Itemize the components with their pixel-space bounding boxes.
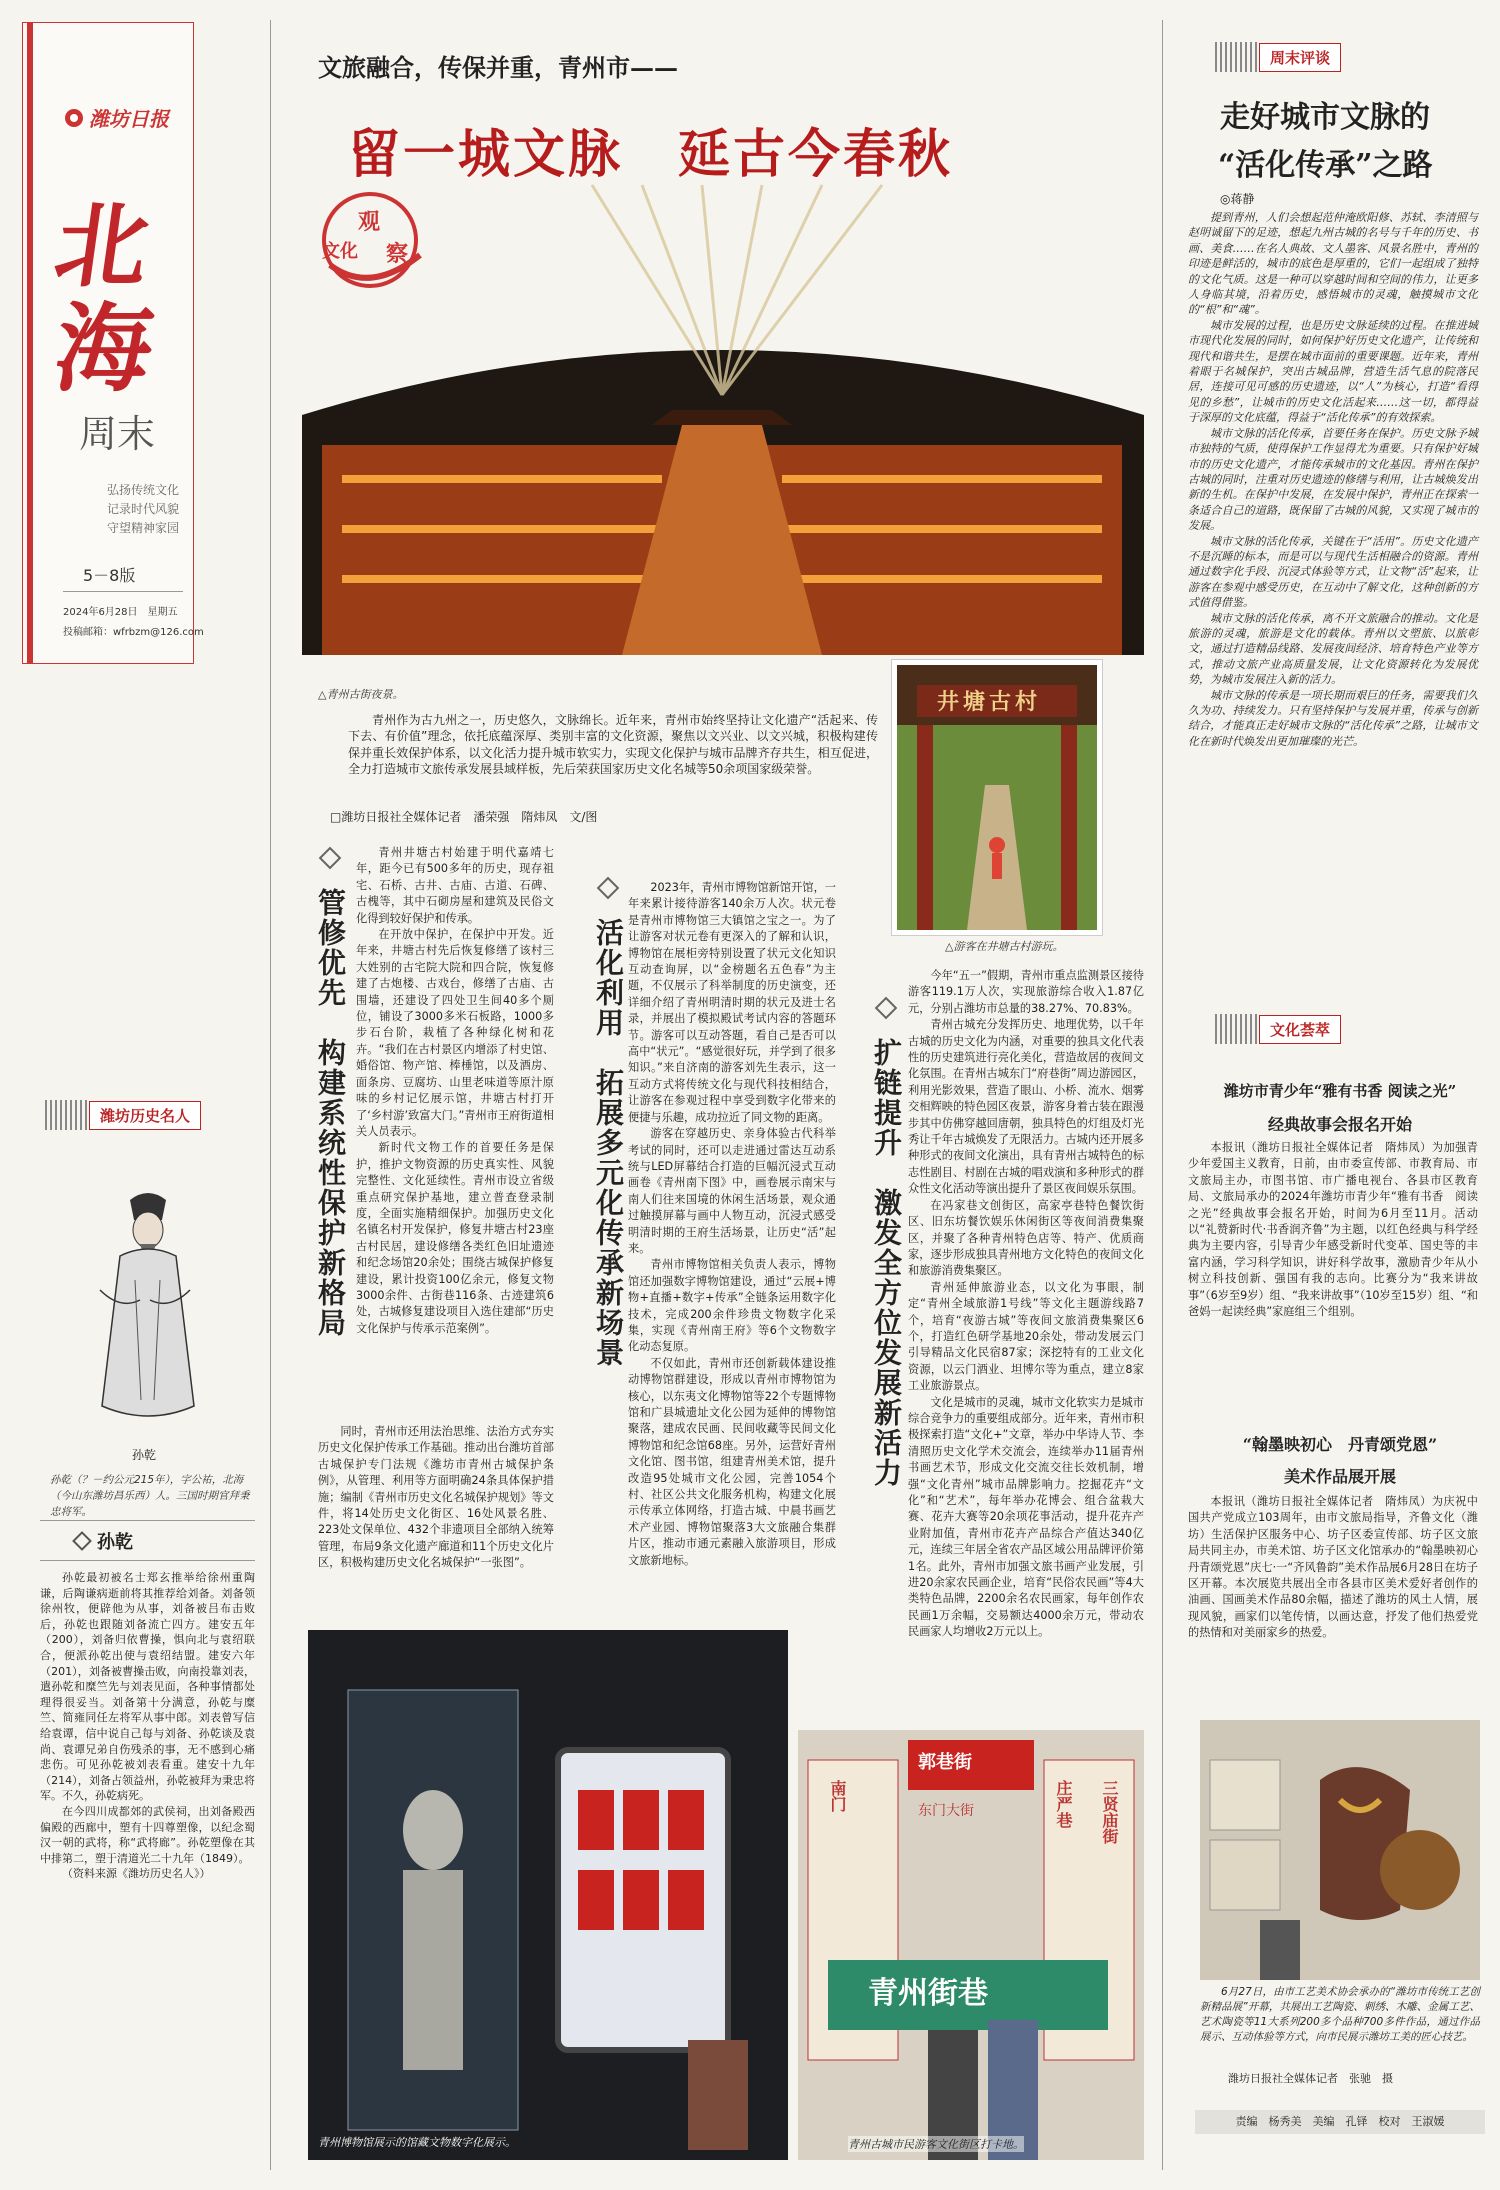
paragraph: 城市发展的过程，也是历史文脉延续的过程。在推进城市现代化发展的同时，如何保护好历史文化遗产，让传统和现代和谐共生，是摆在城市面前的重要课题。近年来，青州着眼于名城保护，突出古城品牌，营造生活气息的院落民居，连接可见可感的历史遗迹，以“人”为核心，打造“看得见的乡愁”，让城市的历史文化活起来……这一切，都得益于深厚的文化底蕴，得益于“活化传承”的有效探索。	[1188, 318, 1478, 425]
photo2-caption: △游客在井塘古村游玩。	[945, 940, 1064, 953]
commentary-text	[1188, 210, 1478, 1010]
lead-paragraph: 青州作为古九州之一，历史悠久，文脉绵长。近年来，青州市始终坚持让文化遗产“活起来、传下去、有价值”理念，依托底蕴深厚、类别丰富的文化资源，聚焦以文兴业、以文兴城，积极构建传保并重长效保护体系，以文化活力提升城市软实力，实现文化保护与城市品牌齐存共生，相互促进，全力打造城市文旅传承发展县域样板，先后荣获国家历史文化名城等50余项国家级荣誉。	[348, 713, 878, 777]
commentary-tag	[1215, 42, 1341, 72]
sign-2: 郭巷街	[918, 1752, 972, 1773]
diamond-icon	[319, 847, 342, 870]
section3-text	[908, 968, 1144, 1639]
portrait-caption: 孙乾	[132, 1448, 157, 1462]
newspaper-logo	[63, 103, 169, 132]
photo1-caption: △青州古街夜景。	[318, 688, 404, 701]
slogans	[93, 481, 193, 538]
submission-email: 投稿邮箱：wfrbzm@126.com	[63, 627, 204, 638]
commentary-title-2: “活化传承”之路	[1218, 148, 1433, 183]
sign-3: 庄严巷	[1054, 1780, 1073, 1828]
paragraph: 不仅如此，青州市还创新载体建设推动博物馆群建设，形成以青州市博物馆为核心，以东夷文化博物馆等22个专题博物馆和广县城遗址文化公园为延伸的博物馆聚落，建成农民画、民间收藏等民间文化博物馆和纪念馆68座。另外，运营好青州文化馆、图书馆，组建青州美术馆，提升改造95处城市文化公园，完善1054个村、社区公共文化服务机构，构建文化展示传承立体网络，打造古城、中晨书画艺术产业园、博物馆聚落3大文旅融合集群片区，推动市通元素融入旅游项目，形成文旅新地标。	[628, 1356, 836, 1567]
section3-heading	[866, 1000, 906, 1488]
paragraph: 城市文脉的传承是一项长期而艰巨的任务，需要我们久久为功、持续发力。只有坚持保护与发展并重，传承与创新结合，才能真正走好城市文脉的“活化传承”之路，让城市文化在新时代焕发出更加璀璨的光芒。	[1188, 688, 1478, 748]
qingzhou-street-photo	[798, 1700, 1144, 2160]
paragraph: 游客在穿越历史、亲身体验古代科举考试的同时，还可以走进通过雷达互动系统与LED屏幕结合打造的巨幅沉浸式互动画卷《青州南下图》中，画卷展示南宋与南人们往来国境的休闲生活场景，观众通过触摸屏幕与画中人物互动，沉浸式感受明清时期的王府生活场景，让历史“活”起来。	[628, 1127, 836, 1255]
paragraph: 文化是城市的灵魂，城市文化软实力是城市综合竞争力的重要组成部分。近年来，青州市积极探索打造“文化+”文章，举办中华诗人节、李清照历史文化学术交流会，连续举办11届青州书画艺术节，形成文化交流交往长效机制，增强“文化青州”城市品牌影响力。挖掘花卉“文化”和“艺术”，每年举办花博会、组合盆栽大赛、花卉大赛等20余项花事活动，提升花卉产业附加值，青州市花卉产品综合产值达340亿元，连续三年居全省农产品区域公用品牌评价第1名。此外，青州市加强文旅书画产业发展，引进20余家农民画企业，培育“民俗农民画”等4大类特色品牌，2200余名农民画家，每年创作农民画1万余幅，交易额达4000余万元，带动农民画家人均增收2万元以上。	[908, 1395, 1144, 1639]
newspaper-name: 潍坊日报	[89, 107, 169, 131]
news2-title-1: “翰墨映初心 丹青颂党恩”	[1242, 1435, 1438, 1454]
bio-note: 孙乾（？－约公元215年），字公祐，北海（今山东潍坊昌乐西）人。三国时期官拜秉忠将军。	[50, 1474, 250, 1518]
paragraph: 青州井塘古村始建于明代嘉靖七年，距今已有500多年的历史，现存祖宅、石桥、古井、古庙、古道、石碑、古槐等，其中石砌房屋和建筑及民俗文化得到较好保护和传承。	[356, 846, 554, 925]
newspaper-logo-icon	[63, 107, 85, 129]
headline: 留一城文脉 延古今春秋	[348, 124, 954, 185]
photo4-caption: 青州古城市民游客文化街区打卡地。	[848, 2138, 1024, 2151]
section2-text	[628, 880, 836, 1600]
slogan: 记录时代风貌	[106, 502, 179, 516]
byline: □潍坊日报社全媒体记者 潘荣强 隋炜凤 文/图	[330, 810, 598, 824]
news2-title-2: 美术作品展开展	[1283, 1467, 1396, 1486]
portrait-illustration	[60, 1170, 235, 1440]
section1-heading	[310, 850, 350, 1338]
paragraph: 城市文脉的活化传承，首要任务在保护。历史文脉予城市独特的气质，使得保护工作显得尤为重要。只有保护好城市的历史文化遗产，才能传承城市的文化基因。青州在保护古城的同时，注重对历史遗迹的修缮与利用，让古城焕发出新的生机。在保护中发展，在发展中保护，青州正在探索一条适合自己的道路，既保留了古城的风貌，又实现了城市的发展。	[1188, 426, 1478, 533]
paragraph: 在今四川成都郊的武侯祠，出刘备殿西偏殿的西廊中，塑有十四尊塑像，以纪念蜀汉一朝的武将，称“武将廊”。孙乾塑像在其中排第二，塑于清道光二十九年（1849）。	[40, 1804, 255, 1865]
section2-heading-text: 活化利用 拓展多元化传承新场景	[592, 917, 625, 1368]
section1-text-cont	[318, 1424, 554, 1600]
commentary-author: ◎蒋静	[1220, 192, 1255, 206]
crafts-photo-credit: 潍坊日报社全媒体记者 张驰 摄	[1228, 2072, 1393, 2085]
paragraph: 孙乾最初被名士郑玄推举给徐州重陶谦，后陶谦病逝前将其推荐给刘备。刘备领徐州牧，便辟他为从事，刘备被吕布击败后，孙乾也跟随刘备流亡四方。建安五年（200），刘备归依曹操，惧向北与袁绍联合，便派孙乾出使与袁绍结盟。建安六年（201），刘备被曹操击败，向南投靠刘表，遣孙乾和糜竺先与刘表见面，各种事情都处理得很妥当。刘备第十分满意，孙乾与糜竺、简雍同任左将军从事中郎。刘表曾写信给袁谭，信中说自己每与刘备、孙乾谈及袁尚、袁谭兄弟自伤残杀的事，无不感到心痛悲伤。可见孙乾被刘表看重。建安十九年（214），刘备占领益州，孙乾被拜为秉忠将军。不久，孙乾病死。	[40, 1571, 255, 1803]
paragraph: 青州古城充分发挥历史、地理优势，以千年古城的历史文化为内涵，对重要的独具文化代表性的历史建筑进行亮化美化，营造故居的夜间文化氛围。在青州古城东门“府巷街”周边游园区，利用光影效果，营造了眼山、小桥、流水、烟雾交相辉映的特色园区夜景，游客身着古装在跟漫步其中仿佛穿越回唐朝，独具特色的灯组及灯光秀让千年古城焕发了无限活力。古城内还开展多种形式的夜间文化演出，具有青州古城特色的标志性剧目、村剧在古城的唱戏演和多种形式的群众性文化活动等演出提升了景区夜间娱乐氛围。	[908, 1018, 1144, 1196]
diamond-icon	[597, 877, 620, 900]
section-name: 周末	[79, 412, 156, 456]
paragraph: 城市文脉的活化传承，离不开文旅融合的推动。文化是旅游的灵魂，旅游是文化的载体。青州以文塑旅、以旅彰文，通过打造精品线路、发展夜间经济、培育特色产业等方式，推动文旅产业高质量发展，让文化资源转化为发展优势，为城市发展注入新的活力。	[1188, 611, 1478, 687]
issue-date: 2024年6月28日 星期五	[63, 607, 178, 618]
paragraph: 本报讯（潍坊日报社全媒体记者 隋炜凤）为庆祝中国共产党成立103周年，由市文旅局指导，齐鲁文化（潍坊）生活保护区服务中心、坊子区委宣传部、坊子区文旅局共同主办，市美术馆、坊子区文化馆承办的“翰墨映初心 丹青颂党恩”庆七·一“齐风鲁韵”美术作品展6月28日在坊子区开幕。本次展览共展出全市各县市区美术爱好者创作的油画、国画美术作品80余幅，描述了潍坊的风土人情，展现风貌，画家们以笔传情，以画达意，抒发了他们热爱党的热情和对美丽家乡的热爱。	[1188, 1495, 1490, 1640]
section1-heading-text: 管修优先 构建系统性保护新格局	[314, 887, 347, 1338]
history-name-heading	[75, 1528, 133, 1554]
paragraph: 青州延伸旅游业态，以文化为事眼，制定“青州全域旅游1号线”等文化主题游线路7个，培育“夜游古城”等夜间文旅消费集聚区6个，打造红色研学基地20余处，带动发展云门引导精品文化民宿87家；深挖特有的工业文化资源，以云门酒业、坦博尔等为重点，建立8家工业旅游景点。	[908, 1280, 1144, 1393]
history-tag	[45, 1100, 201, 1130]
badge-char-3: 察	[386, 241, 409, 267]
diamond-icon	[72, 1531, 92, 1551]
left-red-bar	[27, 23, 33, 663]
jingtang-village-photo	[892, 660, 1102, 935]
paragraph: 在冯家巷文创街区，高家亭巷特色餐饮街区、旧东坊餐饮娱乐休闲街区等夜间消费集聚区，并聚了各种青州特色店等、特产、优质商家，逐步形成独具青州地方文化特色的夜间文化和旅游消费集聚区。	[908, 1198, 1144, 1278]
crafts-photo	[1200, 1720, 1480, 1980]
source: （资料来源《潍坊历史名人》）	[62, 1867, 211, 1881]
news1-title-1: 潍坊市青少年“雅有书香 阅读之光”	[1223, 1082, 1457, 1100]
culture-tag-label: 文化荟萃	[1259, 1015, 1341, 1044]
masthead-title-1: 北	[48, 192, 156, 300]
sign-5: 三贤庙街	[1100, 1780, 1119, 1844]
tag-stripes	[1215, 42, 1259, 72]
slogan: 守望精神家园	[106, 521, 179, 535]
paragraph: 青州市博物馆相关负责人表示，博物馆还加强数字博物馆建设，通过“云展+博物+直播+数字+传承”全链条运用数字化技术，完成200余件珍贵文物数字化采集，实现《青州南王府》等6个文物数字化动态复原。	[628, 1258, 836, 1354]
sun-qian-portrait	[60, 1170, 235, 1440]
kicker: 文旅融合，传保并重，青州市——	[318, 53, 678, 82]
paragraph: 今年“五一”假期，青州市重点监测景区接待游客119.1万人次，实现旅游综合收入1.87亿元，分别占潍坊市总量的38.27%、70.83%。	[908, 969, 1144, 1015]
history-tag-label: 潍坊历史名人	[89, 1101, 201, 1130]
commentary-title-1: 走好城市文脉的	[1220, 100, 1430, 135]
observation-badge	[310, 185, 440, 295]
sign-1: 青州街巷	[868, 1976, 988, 2011]
section3-heading-text: 扩链提升 激发全方位发展新活力	[870, 1037, 903, 1488]
sign-6: 南门	[828, 1780, 847, 1812]
history-text	[40, 1570, 255, 2130]
paragraph: 本报讯（潍坊日报社全媒体记者 隋炜凤）为加强青少年爱国主义教育，日前，由市委宣传部、市教育局、市文旅局主办，市图书馆、市广播电视台、各县市区教育局、文旅局承办的2024年潍坊市青少年“雅有书香 阅读之光”经典故事会报名开始，时间为6月至11月。活动以“礼赞新时代·书香润齐鲁”为主题，以红色经典与科学经典为主要内容，引导青少年感受新时代变革、国史等的丰富内涵，学习科学知识，讲好科学故事，激励青少年从小树立科技创新、强国有我的志向。比赛分为“我来讲故事”（6岁至9岁）组、“我来讲故事”（10岁至15岁）组、“和爸妈一起读经典”家庭组三个组别。	[1188, 1141, 1478, 1319]
tag-stripes	[1215, 1014, 1259, 1044]
news2-text	[1188, 1494, 1490, 1710]
slogan: 弘扬传统文化	[106, 483, 179, 497]
masthead-title-2: 海	[48, 292, 160, 405]
badge-char-2: 文化	[322, 241, 358, 262]
paragraph: 在开放中保护，在保护中开发。近年来，井塘古村先后恢复修缮了该村三大姓别的古宅院大院和四合院，恢复修建了古炮楼、古戏台，修缮了古庙、古围墙，还建设了四处卫生间40多个厕位，铺设了3000多米石板路，1000多步石台阶，栽植了各种绿化树和花卉。“我们在古村景区内增添了村史馆、婚俗馆、物产馆、棒棰馆，以及酒房、面条房、豆腐坊、山里老味道等原汁原味的乡村记忆展示馆，井塘古村打开了‘乡村游’致富大门。”青州市王府街道相关人员表示。	[356, 928, 554, 1138]
footer-editors: 责编 杨秀美 美编 孔铎 校对 王淑媛	[1195, 2110, 1485, 2134]
history-name: 孙乾	[97, 1532, 133, 1553]
museum-display-illustration	[308, 1630, 788, 2160]
news1-text	[1188, 1140, 1478, 1416]
masthead	[22, 22, 204, 664]
crafts-exhibit-illustration	[1200, 1720, 1480, 1980]
tag-stripes	[45, 1100, 89, 1130]
crafts-caption	[1200, 1985, 1480, 2060]
commentary-tag-label: 周末评谈	[1259, 43, 1341, 72]
paragraph: 2023年，青州市博物馆新馆开馆，一年来累计接待游客140余万人次。状元卷是青州市博物馆三大镇馆之宝之一。为了让游客对状元卷有更深入的了解和认识，博物馆在展柜旁特别设置了状元文化知识互动查询屏，以“金榜题名五色春”为主题，不仅展示了科举制度的历史演变，还详细介绍了青州明清时期的状元及进士名录，并展出了模拟殿试考试内容的答题环节。游客可以互动答题，看自己是否可以高中“状元”。“感觉很好玩，并学到了很多知识。”来自济南的游客刘先生表示，这一互动方式将传统文化与现代科技相结合，让游客在参观过程中享受到数字化带来的便捷与乐趣，成功拉近了同文物的距离。	[628, 881, 836, 1124]
culture-tag	[1215, 1014, 1341, 1044]
paragraph: 同时，青州市还用法治思维、法治方式夯实历史文化保护传承工作基础。推动出台潍坊首部古城保护专门法规《潍坊市青州古城保护条例》，从管理、利用等方面明确24条具体保护措施；编制《青州市历史文化名城保护规划》等文件，将14处历史文化街区、16处风景名胜、223处文保单位、432个非遗项目全部纳入统筹管理，布局9条文化遗产廊道和11个历史文化片区，积极构建历史文化名城保护“一张图”。	[318, 1425, 554, 1570]
badge-char-1: 观	[358, 209, 381, 235]
page-range: 5－8版	[83, 566, 136, 585]
paragraph: 6月27日，由市工艺美术协会承办的“潍坊市传统工艺创新精品展”开幕，共展出工艺陶瓷、刺绣、木雕、金属工艺、艺术陶瓷等11大系列200多个品种700多件作品，通过作品展示、互动体验等方式，向市民展示潍坊工美的匠心技艺。	[1200, 1986, 1480, 2043]
photo3-caption: 青州博物馆展示的馆藏文物数字化展示。	[318, 2136, 516, 2149]
section2-heading	[588, 880, 628, 1368]
paragraph: 新时代文物工作的首要任务是保护，推护文物资源的历史真实性、风貌完整性、文化延续性。青州市设立省级重点研究保护基地，建立普查登录制度，全面实施精细保护。加强历史文化名镇名村开发保护，修复井塘古村23座古村民居，建设修缮各类红色旧址遗迹和纪念场馆20余处；围绕古城保护修复建设，累计投资100亿余元，修复文物3000余件、古街巷116条、古迹建筑6处，古城修复建设项目入选住建部“历史文化保护与传承示范案例”。	[356, 1141, 554, 1335]
paragraph: 城市文脉的活化传承，关键在于“活用”。历史文化遗产不是沉睡的标本，而是可以与现代生活相融合的资源。青州通过数字化手段、沉浸式体验等方式，让文物“活”起来，让游客在参观中感受历史，在互动中了解文化，这种创新的方式值得借鉴。	[1188, 534, 1478, 610]
diamond-icon	[875, 997, 898, 1020]
sign-4: 东门大街	[918, 1803, 974, 1819]
village-sign: 井塘古村	[937, 689, 1042, 715]
museum-digital-photo	[308, 1630, 788, 2160]
paragraph: 提到青州，人们会想起范仲淹欧阳修、苏轼、李清照与赵明诚留下的足迹，想起九州古城的名号与千年的历史、书画、美食……在名人典故、文人墨客、风景名胜中，青州的印迹是鲜活的，城市的底色是厚重的，它们一起组成了独特的文化气质。这是一种可以穿越时间和空间的伟力，让更多人身临其境，沿着历史，感悟城市的灵魂，触摸城市文化的“根”和“魂”。	[1188, 211, 1478, 317]
news1-title-2: 经典故事会报名开始	[1267, 1115, 1412, 1134]
